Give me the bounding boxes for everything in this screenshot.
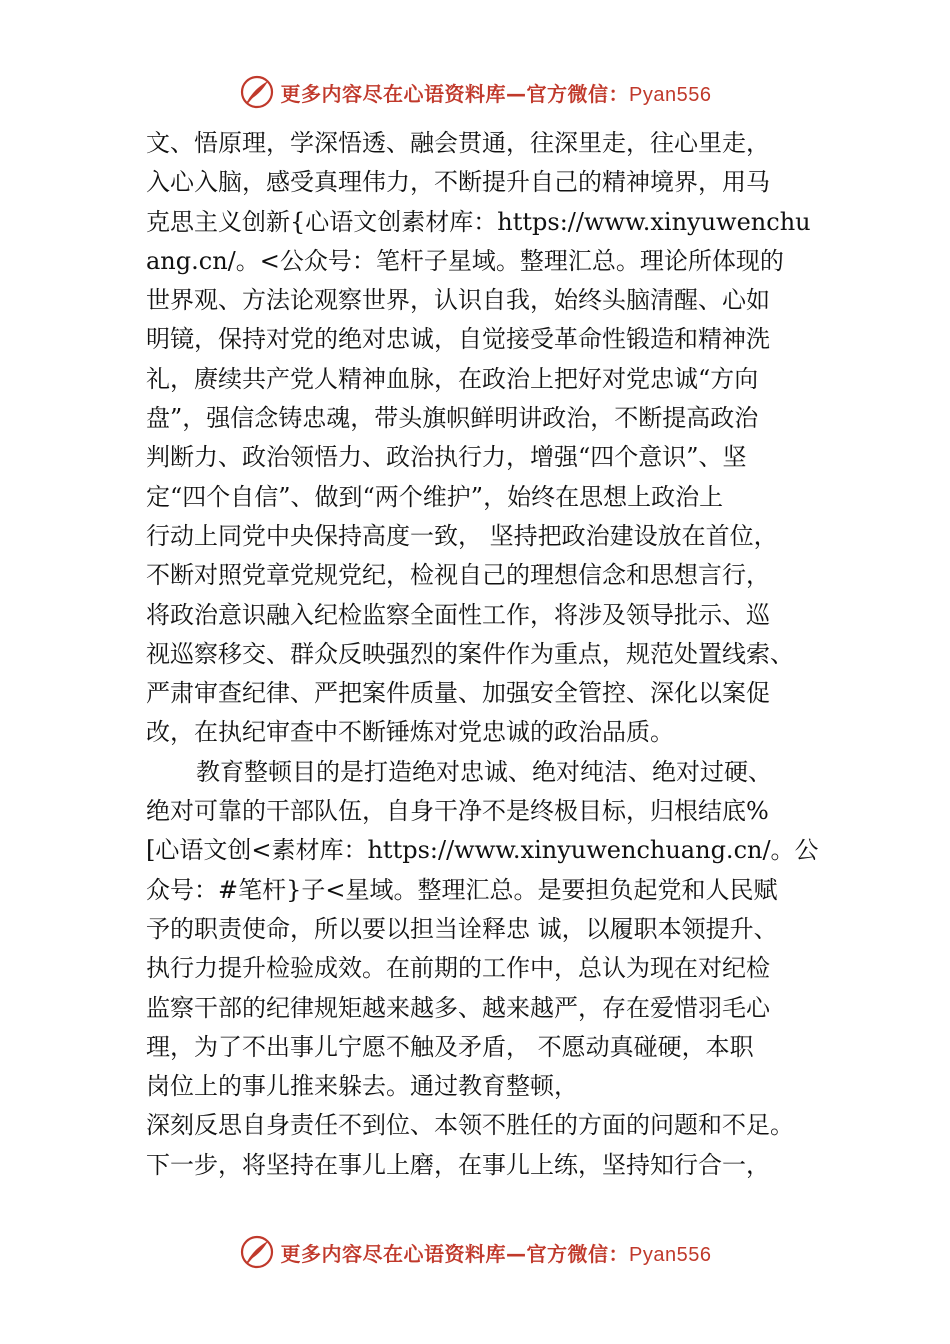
quill-logo-icon [239,74,275,110]
footer-wechat-id: Pyan556 [629,1243,712,1266]
footer-banner [0,1232,950,1272]
text-line: 定“四个自信”、做到“两个维护”，始终在思想上政治上 [146,482,724,511]
footer-slogan: 更多内容尽在心语资料库—官方微信：Pyan556 [280,1241,712,1266]
text-line: 严肃审查纪律、严把案件质量、加强安全管控、深化以案促 [146,679,770,708]
text-line: 判断力、政治领悟力、政治执行力，增强“四个意识”、坚 [146,443,747,472]
header-banner [0,72,950,112]
text-line: 岗位上的事儿推来躲去。通过教育整顿， [146,1072,578,1101]
document-body [146,124,836,1185]
text-line: ang.cn/。<公众号：笔杆子星域。整理汇总。理论所体现的 [146,246,784,275]
text-line: 视巡察移交、群众反映强烈的案件作为重点，规范处置线索、 [146,639,794,668]
text-line: 行动上同党中央保持高度一致， 坚持把政治建设放在首位， [146,521,778,550]
text-line: 入心入脑，感受真理伟力，不断提升自己的精神境界，用马 [146,168,770,197]
text-line: 文、悟原理，学深悟透、融会贯通，往深里走，往心里走， [146,129,770,157]
text-line: 监察干部的纪律规矩越来越多、越来越严，存在爱惜羽毛心 [146,993,770,1022]
text-line: 众号：#笔杆}子<星域。整理汇总。是要担负起党和人民赋 [146,875,778,904]
text-line: 克思主义创新{心语文创素材库：https://www.xinyuwenchu [146,207,811,236]
text-line: 深刻反思自身责任不到位、本领不胜任的方面的问题和不足。 [146,1111,794,1140]
text-line: 不断对照党章党规党纪，检视自己的理想信念和思想言行， [146,561,770,590]
text-line: 改，在执纪审查中不断锤炼对党忠诚的政治品质。 [146,718,674,747]
quill-logo-icon [239,1234,275,1270]
text-line: 盘”，强信念铸忠魂，带头旗帜鲜明讲政治，不断提高政治 [146,404,759,433]
paragraph-start-line: 教育整顿目的是打造绝对忠诚、绝对纯洁、绝对过硬、 [196,757,772,786]
header-wechat-id: Pyan556 [629,83,712,106]
header-slogan: 更多内容尽在心语资料库—官方微信：Pyan556 [280,81,712,106]
text-line: 世界观、方法论观察世界，认识自我，始终头脑清醒、心如 [146,286,770,315]
text-line: 绝对可靠的干部队伍，自身干净不是终极目标，归根结底% [146,797,769,826]
text-line: 理，为了不出事儿宁愿不触及矛盾， 不愿动真碰硬，本职 [146,1032,754,1061]
text-line: 礼，赓续共产党人精神血脉，在政治上把好对党忠诚“方向 [146,364,759,393]
text-line: [心语文创<素材库：https://www.xinyuwenchuang.cn/。公 [146,836,819,865]
text-line: 执行力提升检验成效。在前期的工作中，总认为现在对纪检 [146,954,770,983]
text-line: 下一步，将坚持在事儿上磨，在事儿上练，坚持知行合一， [146,1150,770,1179]
text-line: 将政治意识融入纪检监察全面性工作，将涉及领导批示、巡 [146,600,770,629]
text-line: 明镜，保持对党的绝对忠诚，自觉接受革命性锻造和精神洗 [146,325,770,354]
text-line: 予的职责使命，所以要以担当诠释忠 诚，以履职本领提升、 [146,914,778,943]
